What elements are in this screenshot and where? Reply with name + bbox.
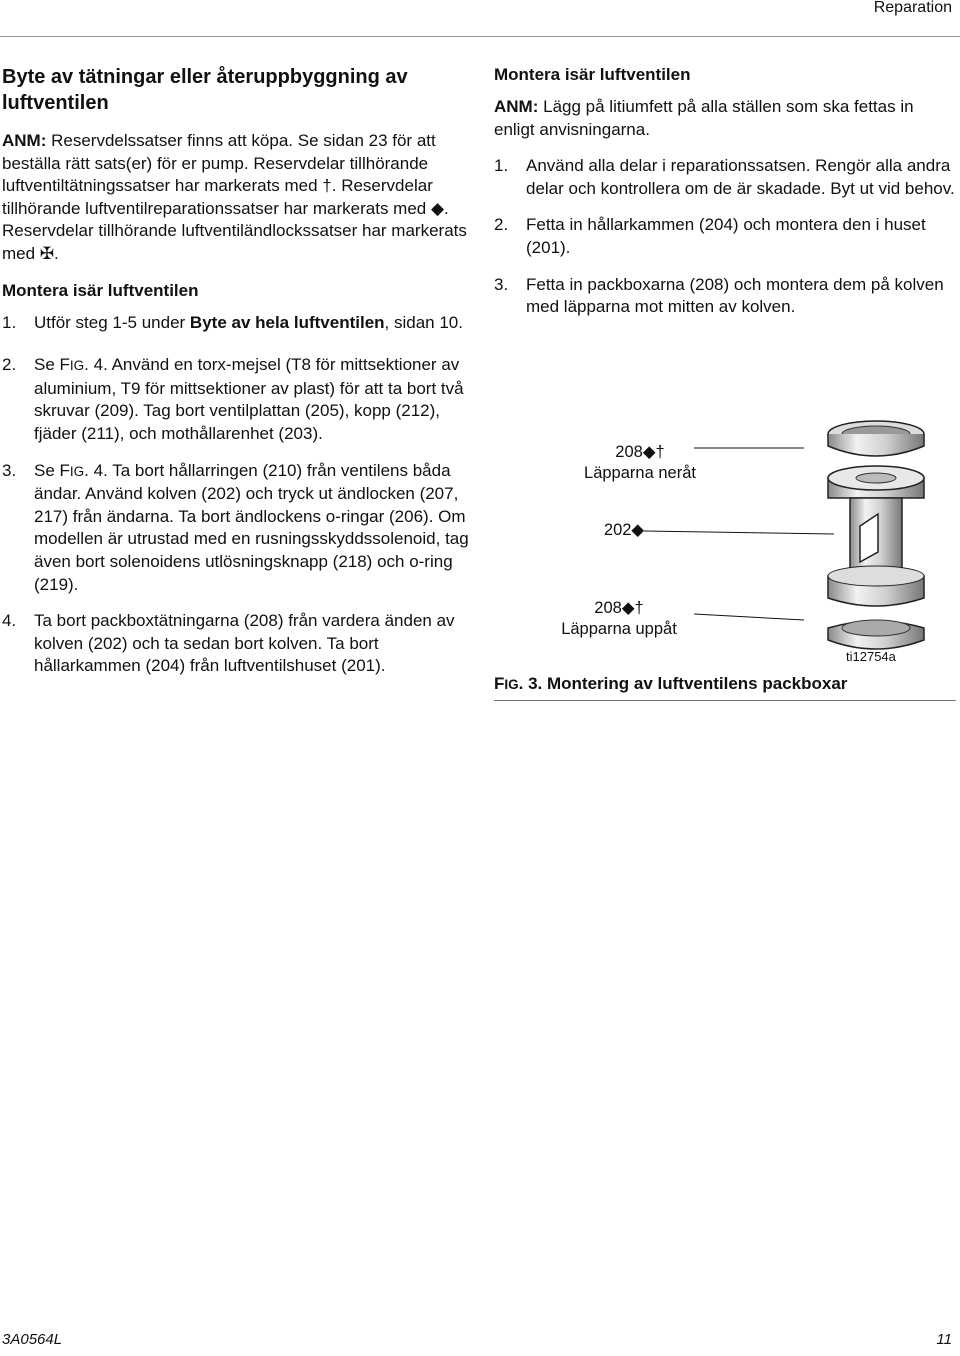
note-text: Reservdelssatser finns att köpa. Se sidan 23 för att beställa rätt sats(er) för er pump. Reservdelar tillhörande luftventiltätningssatser har markerats med †. Reservdelar tillhörande luftventilreparationssatser har markerats med ◆. Reservdelar tillhörande luftventiländlockssatser har markerats med ✠.: [2, 131, 467, 263]
callout-208-top: 208◆† Läpparna neråt: [584, 443, 696, 482]
caption-rule: [494, 700, 956, 701]
callout-202: 202◆: [603, 521, 645, 539]
left-column: [2, 64, 472, 692]
page-number: 11: [936, 1331, 952, 1348]
subheading: Montera isär luftventilen: [2, 280, 199, 300]
note: [494, 96, 956, 141]
list-item: 3. Fetta in packboxarna (208) och montera dem på kolven med läpparna mot mitten av kolven.: [494, 274, 944, 317]
figure-caption: FIG. 3. Montering av luftventilens packboxar: [494, 674, 848, 693]
disassembly-steps: [2, 312, 472, 678]
section-title: Reparation: [873, 0, 952, 16]
list-item: 1. Utför steg 1-5 under Byte av hela luftventilen, sidan 10.: [2, 312, 463, 332]
list-item: 2. Se FIG. 4. Använd en torx-mejsel (T8 för mittsektioner av aluminium, T9 för mittsektioner av plast) för att ta bort två skruvar (209). Tag bort ventilplattan (205), kopp (212), fjäder (211), och mothållarenhet (203).: [2, 355, 464, 443]
leader-line: [644, 531, 834, 534]
leader-line: [694, 614, 804, 620]
figure-id: ti12754a: [846, 649, 896, 664]
piston-202: [828, 466, 924, 606]
list-item: 2. Fetta in hållarkammen (204) och montera den i huset (201).: [494, 215, 926, 257]
subheading: Montera isär luftventilen: [494, 65, 691, 84]
assembly-steps: [494, 155, 956, 319]
note-text: Lägg på litiumfett på alla ställen som ska fettas in enligt anvisningarna.: [494, 97, 914, 139]
list-item: 3. Se FIG. 4. Ta bort hållarringen (210) från ventilens båda ändar. Använd kolven (202) och tryck ut ändlocken (207, 217) från ändarna. Ta bort ändlockens o-ringar (206). Om modellen är utrustad med en rusningsskyddssolenoid, tag även bort solenoidens utlösningsknapp (218) och o-ring (219).: [2, 460, 469, 594]
note-label: ANM:: [2, 131, 47, 150]
top-packing: [828, 421, 924, 456]
note: [2, 130, 472, 266]
figure-3: [494, 386, 956, 704]
doc-id: 3A0564L: [2, 1331, 63, 1348]
note-label: ANM:: [494, 97, 539, 116]
bottom-packing: [828, 620, 924, 649]
section-heading: Byte av tätningar eller återuppbyggning av luftventilen: [2, 66, 408, 114]
list-item: 4. Ta bort packboxtätningarna (208) från vardera änden av kolven (202) och ta sedan bort kolven. Ta bort hållarkammen (204) från luftventilshuset (201).: [2, 611, 455, 676]
right-column: [494, 64, 956, 333]
callout-208-bottom: 208◆† Läpparna uppåt: [561, 599, 677, 638]
list-item: 1. Använd alla delar i reparationssatsen. Rengör alla andra delar och kontrollera om de är skadade. Byt ut vid behov.: [494, 156, 955, 198]
page-header: [0, 0, 960, 37]
